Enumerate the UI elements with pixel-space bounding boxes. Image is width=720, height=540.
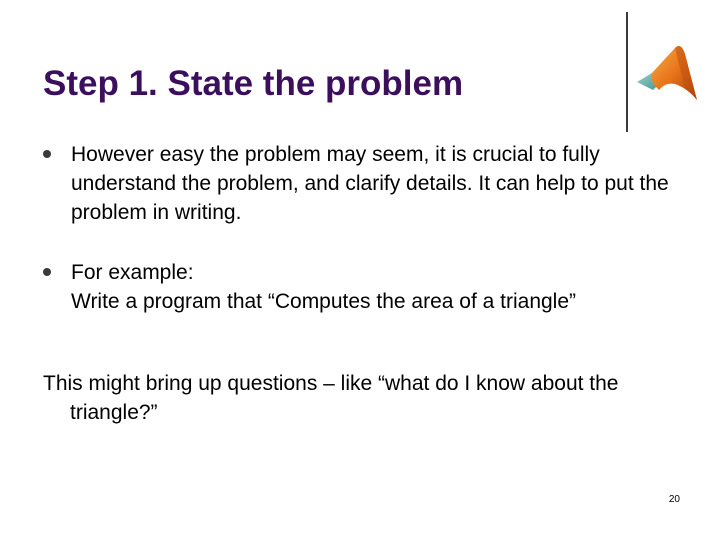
slide-title: Step 1. State the problem	[43, 64, 464, 103]
bullet-item	[43, 258, 683, 316]
body-paragraph: This might bring up questions – like “what do I know about the triangle?”	[43, 372, 619, 424]
bullet-icon	[43, 150, 51, 158]
bullet-list	[43, 140, 683, 316]
bullet-icon	[43, 268, 51, 276]
bullet-text-line: For example:	[71, 261, 194, 284]
bullet-text-line: Write a program that “Computes the area of a triangle”	[71, 290, 577, 313]
bullet-text: However easy the problem may seem, it is crucial to fully understand the problem, and clarify details. It can help to put the problem in writing.	[71, 143, 669, 224]
page-number: 20	[668, 494, 680, 505]
title-divider-line	[626, 12, 628, 132]
matlab-logo-icon	[635, 44, 699, 110]
bullet-item	[43, 140, 683, 227]
